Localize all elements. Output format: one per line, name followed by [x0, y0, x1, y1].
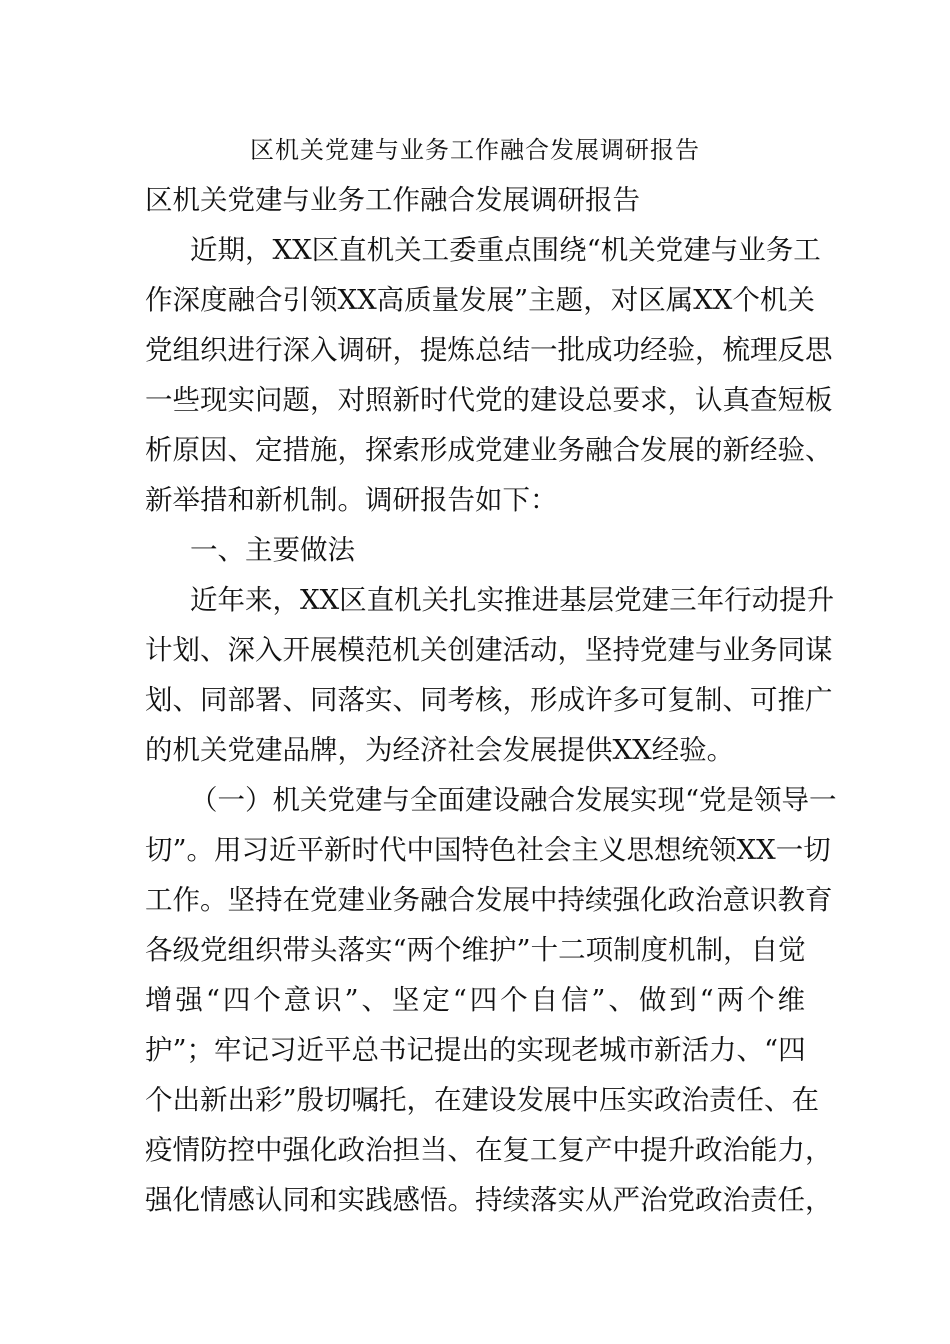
document-subtitle-line: 区机关党建与业务工作融合发展调研报告	[145, 184, 640, 216]
paragraph-line: 各级党组织带头落实“两个维护”十二项制度机制，自觉	[145, 934, 806, 966]
paragraph-line: 强化情感认同和实践感悟。持续落实从严治党政治责任，	[145, 1184, 833, 1216]
paragraph-line: 计划、深入开展模范机关创建活动，坚持党建与业务同谋	[145, 634, 833, 666]
paragraph-line: 的机关党建品牌，为经济社会发展提供XX经验。	[145, 734, 735, 766]
paragraph-line: 党组织进行深入调研，提炼总结一批成功经验，梳理反思	[145, 334, 833, 366]
section-heading: 一、主要做法	[190, 534, 355, 566]
paragraph-line: 作深度融合引领XX高质量发展”主题，对区属XX个机关	[145, 284, 815, 316]
paragraph-line: 疫情防控中强化政治担当、在复工复产中提升政治能力，	[145, 1134, 833, 1166]
paragraph-line: 一些现实问题，对照新时代党的建设总要求，认真查短板	[145, 384, 833, 416]
paragraph-line: 增强“四个意识”、坚定“四个自信”、做到“两个维	[145, 984, 805, 1016]
paragraph-line: 近期，XX区直机关工委重点围绕“机关党建与业务工	[190, 234, 821, 266]
paragraph-line: 划、同部署、同落实、同考核，形成许多可复制、可推广	[145, 684, 833, 716]
paragraph-line: 护”；牢记习近平总书记提出的实现老城市新活力、“四	[145, 1034, 806, 1066]
paragraph-line: 个出新出彩”殷切嘱托，在建设发展中压实政治责任、在	[145, 1084, 820, 1116]
paragraph-line: 切”。用习近平新时代中国特色社会主义思想统领XX一切	[145, 834, 831, 866]
paragraph-line: 近年来，XX区直机关扎实推进基层党建三年行动提升	[190, 584, 835, 616]
document-title: 区机关党建与业务工作融合发展调研报告	[250, 136, 700, 164]
paragraph-line: 析原因、定措施，探索形成党建业务融合发展的新经验、	[145, 434, 833, 466]
subsection-line: （一）机关党建与全面建设融合发展实现“党是领导一	[190, 784, 837, 816]
paragraph-line: 工作。坚持在党建业务融合发展中持续强化政治意识教育	[145, 884, 833, 916]
paragraph-line: 新举措和新机制。调研报告如下：	[145, 484, 558, 516]
